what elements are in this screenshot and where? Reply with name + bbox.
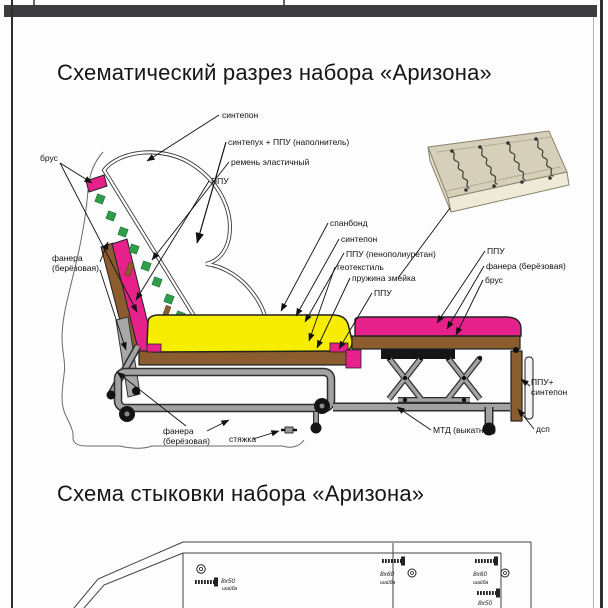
tie-turnbuckle bbox=[281, 427, 297, 433]
fastener-group-3 bbox=[473, 557, 509, 608]
label-elastic-belt: ремень эластичный bbox=[231, 157, 310, 167]
dsp-bolt bbox=[513, 347, 519, 353]
pivot-bolt bbox=[107, 391, 116, 400]
label-styazhka: стяжка bbox=[229, 434, 257, 444]
label-brus-ottoman: брус bbox=[485, 275, 503, 285]
fastener-size: 8x50 bbox=[478, 600, 493, 607]
label-sintepuh-ppu: синтепух + ППУ (наполнитель) bbox=[228, 137, 350, 147]
label-fanera-back: фанера (берёзовая) bbox=[52, 253, 99, 274]
label-ppu-back: ППУ bbox=[211, 176, 229, 186]
fastener-note: шайба bbox=[222, 586, 238, 592]
fastener-size: 8x60 bbox=[380, 571, 395, 578]
dsp-board bbox=[511, 351, 522, 421]
label-spanbond: спанбонд bbox=[330, 218, 368, 228]
fastener-group-1 bbox=[195, 565, 238, 592]
docking-title: Схема стыковки набора «Аризона» bbox=[57, 481, 425, 506]
cross-section-title: Схематический разрез набора «Аризона» bbox=[57, 60, 492, 85]
scissor-mechanism bbox=[387, 356, 482, 402]
fastener-note: шайба bbox=[380, 580, 396, 586]
fastener-group-2 bbox=[380, 557, 416, 587]
label-ppu-ottoman: ППУ bbox=[487, 246, 505, 256]
ottoman-cushion bbox=[355, 317, 521, 336]
seat-corner-foam bbox=[147, 344, 161, 352]
pivot-bolt bbox=[132, 387, 140, 395]
label-sintepon-back: синтепон bbox=[222, 110, 259, 120]
label-fanera-ottoman: фанера (берёзовая) bbox=[486, 261, 566, 271]
label-pruzhina-zmeika: пружина змейка bbox=[352, 273, 416, 283]
docking-scheme bbox=[74, 542, 531, 608]
fastener-note: шайба bbox=[473, 580, 489, 586]
caster-roller bbox=[311, 423, 322, 434]
backrest-top-bar bbox=[86, 175, 107, 192]
label-brus-back: брус bbox=[40, 153, 58, 163]
label-dsp: дсп bbox=[536, 424, 550, 434]
label-mtd: МТД (выкатной) bbox=[433, 425, 496, 435]
seat-plywood-board bbox=[139, 351, 358, 365]
ottoman-side-foam bbox=[346, 350, 361, 368]
seat-assembly bbox=[139, 315, 358, 365]
seat-cushion bbox=[147, 315, 352, 352]
label-geotekstil: геотекстиль bbox=[337, 262, 384, 272]
fastener-size: 8x50 bbox=[221, 578, 236, 585]
label-sintepon-seat: синтепон bbox=[341, 234, 378, 244]
ottoman-board bbox=[352, 336, 520, 349]
ottoman-assembly bbox=[346, 317, 533, 436]
label-ppu-peno: ППУ (пенополиуретан) bbox=[346, 249, 436, 259]
label-ppu-seat: ППУ bbox=[374, 288, 392, 298]
fastener-size: 8x60 bbox=[473, 571, 488, 578]
seat-corner-foam bbox=[330, 343, 348, 352]
label-ppu-plus-sintepon: ППУ+ синтепон bbox=[531, 377, 568, 398]
spring-panel-photo bbox=[428, 131, 569, 212]
label-fanera-bottom: фанера (берёзовая) bbox=[163, 426, 210, 447]
